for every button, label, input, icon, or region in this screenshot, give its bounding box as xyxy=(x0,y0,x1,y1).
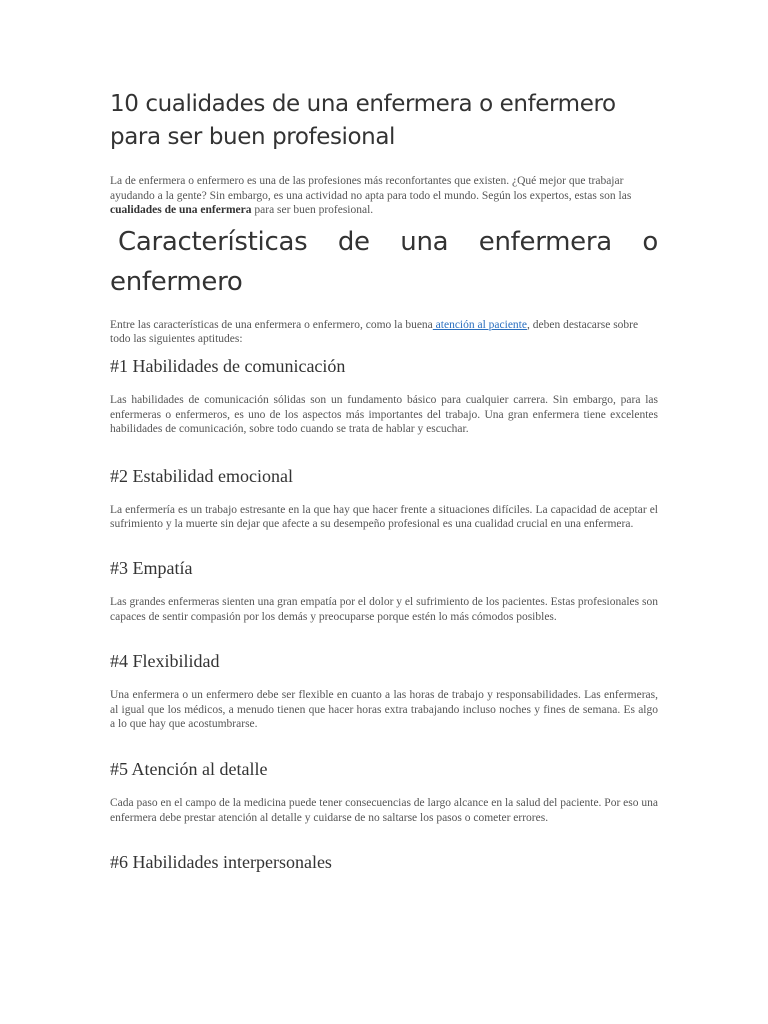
quality-heading-communication: #1 Habilidades de comunicación xyxy=(110,355,346,376)
intro-paragraph xyxy=(110,174,658,218)
quality-text-emotional-stability: La enfermería es un trabajo estresante en la que hay que hacer frente a situaciones difíciles. La capacidad de aceptar el sufrimiento y la muerte sin dejar que afecte a su desempeño profesional es una cualidad crucial en una enfermera. xyxy=(110,503,658,531)
section-heading: Características de una enfermera o enfermero xyxy=(110,226,658,297)
quality-heading-attention-to-detail: #5 Atención al detalle xyxy=(110,758,268,779)
quality-heading-empathy: #3 Empatía xyxy=(110,557,193,578)
quality-text-flexibility: Una enfermera o un enfermero debe ser flexible en cuanto a las horas de trabajo y responsabilidades. Las enfermeras, al igual que los médicos, a menudo tienen que hacer horas extra trabajando incluso noches y fines de semana. Es algo a lo que hay que acostumbrarse. xyxy=(110,689,658,731)
section-intro-paragraph xyxy=(110,318,658,347)
quality-heading-interpersonal-skills: #6 Habilidades interpersonales xyxy=(110,852,332,873)
intro-bold-text: cualidades de una enfermera xyxy=(110,204,252,217)
quality-heading-emotional-stability: #2 Estabilidad emocional xyxy=(110,465,293,486)
section-intro-text-end: , deben destacarse sobre todo las siguientes aptitudes: xyxy=(110,318,639,346)
quality-text-communication: Las habilidades de comunicación sólidas son un fundamento básico para cualquier carrera. Sin embargo, para las enfermeras o enfermeros, es uno de los aspectos más importantes del trabajo. Una gran enfermera tiene excelentes habilidades de comunicación, sobre todo cuando se trata de hablar y escuchar. xyxy=(110,393,658,436)
quality-heading-flexibility: #4 Flexibilidad xyxy=(110,651,220,672)
quality-text-attention-to-detail: Cada paso en el campo de la medicina puede tener consecuencias de largo alcance en la salud del paciente. Por eso una enfermera debe prestar atención al detalle y cuidarse de no saltarse los pasos o cometer errores. xyxy=(110,796,658,824)
document-page xyxy=(110,88,658,873)
intro-text: La de enfermera o enfermero es una de las profesiones más reconfortantes que existen. ¿Qué mejor que trabajar ayudando a la gente? Sin embargo, es una actividad no apta para todo el mundo. Según los expertos, estas son las xyxy=(110,175,632,202)
article-title: 10 cualidades de una enfermera o enfermero para ser buen profesional xyxy=(110,91,616,150)
section-intro-text: Entre las características de una enfermera o enfermero, como la buena xyxy=(110,318,433,331)
quality-text-empathy: Las grandes enfermeras sienten una gran empatía por el dolor y el sufrimiento de los pacientes. Estas profesionales son capaces de sentir compasión por los demás y preocuparse porque estén lo más cómodos posibles. xyxy=(110,595,658,623)
intro-text-end: para ser buen profesional. xyxy=(251,204,374,217)
patient-care-link[interactable]: atención al paciente xyxy=(432,318,527,331)
